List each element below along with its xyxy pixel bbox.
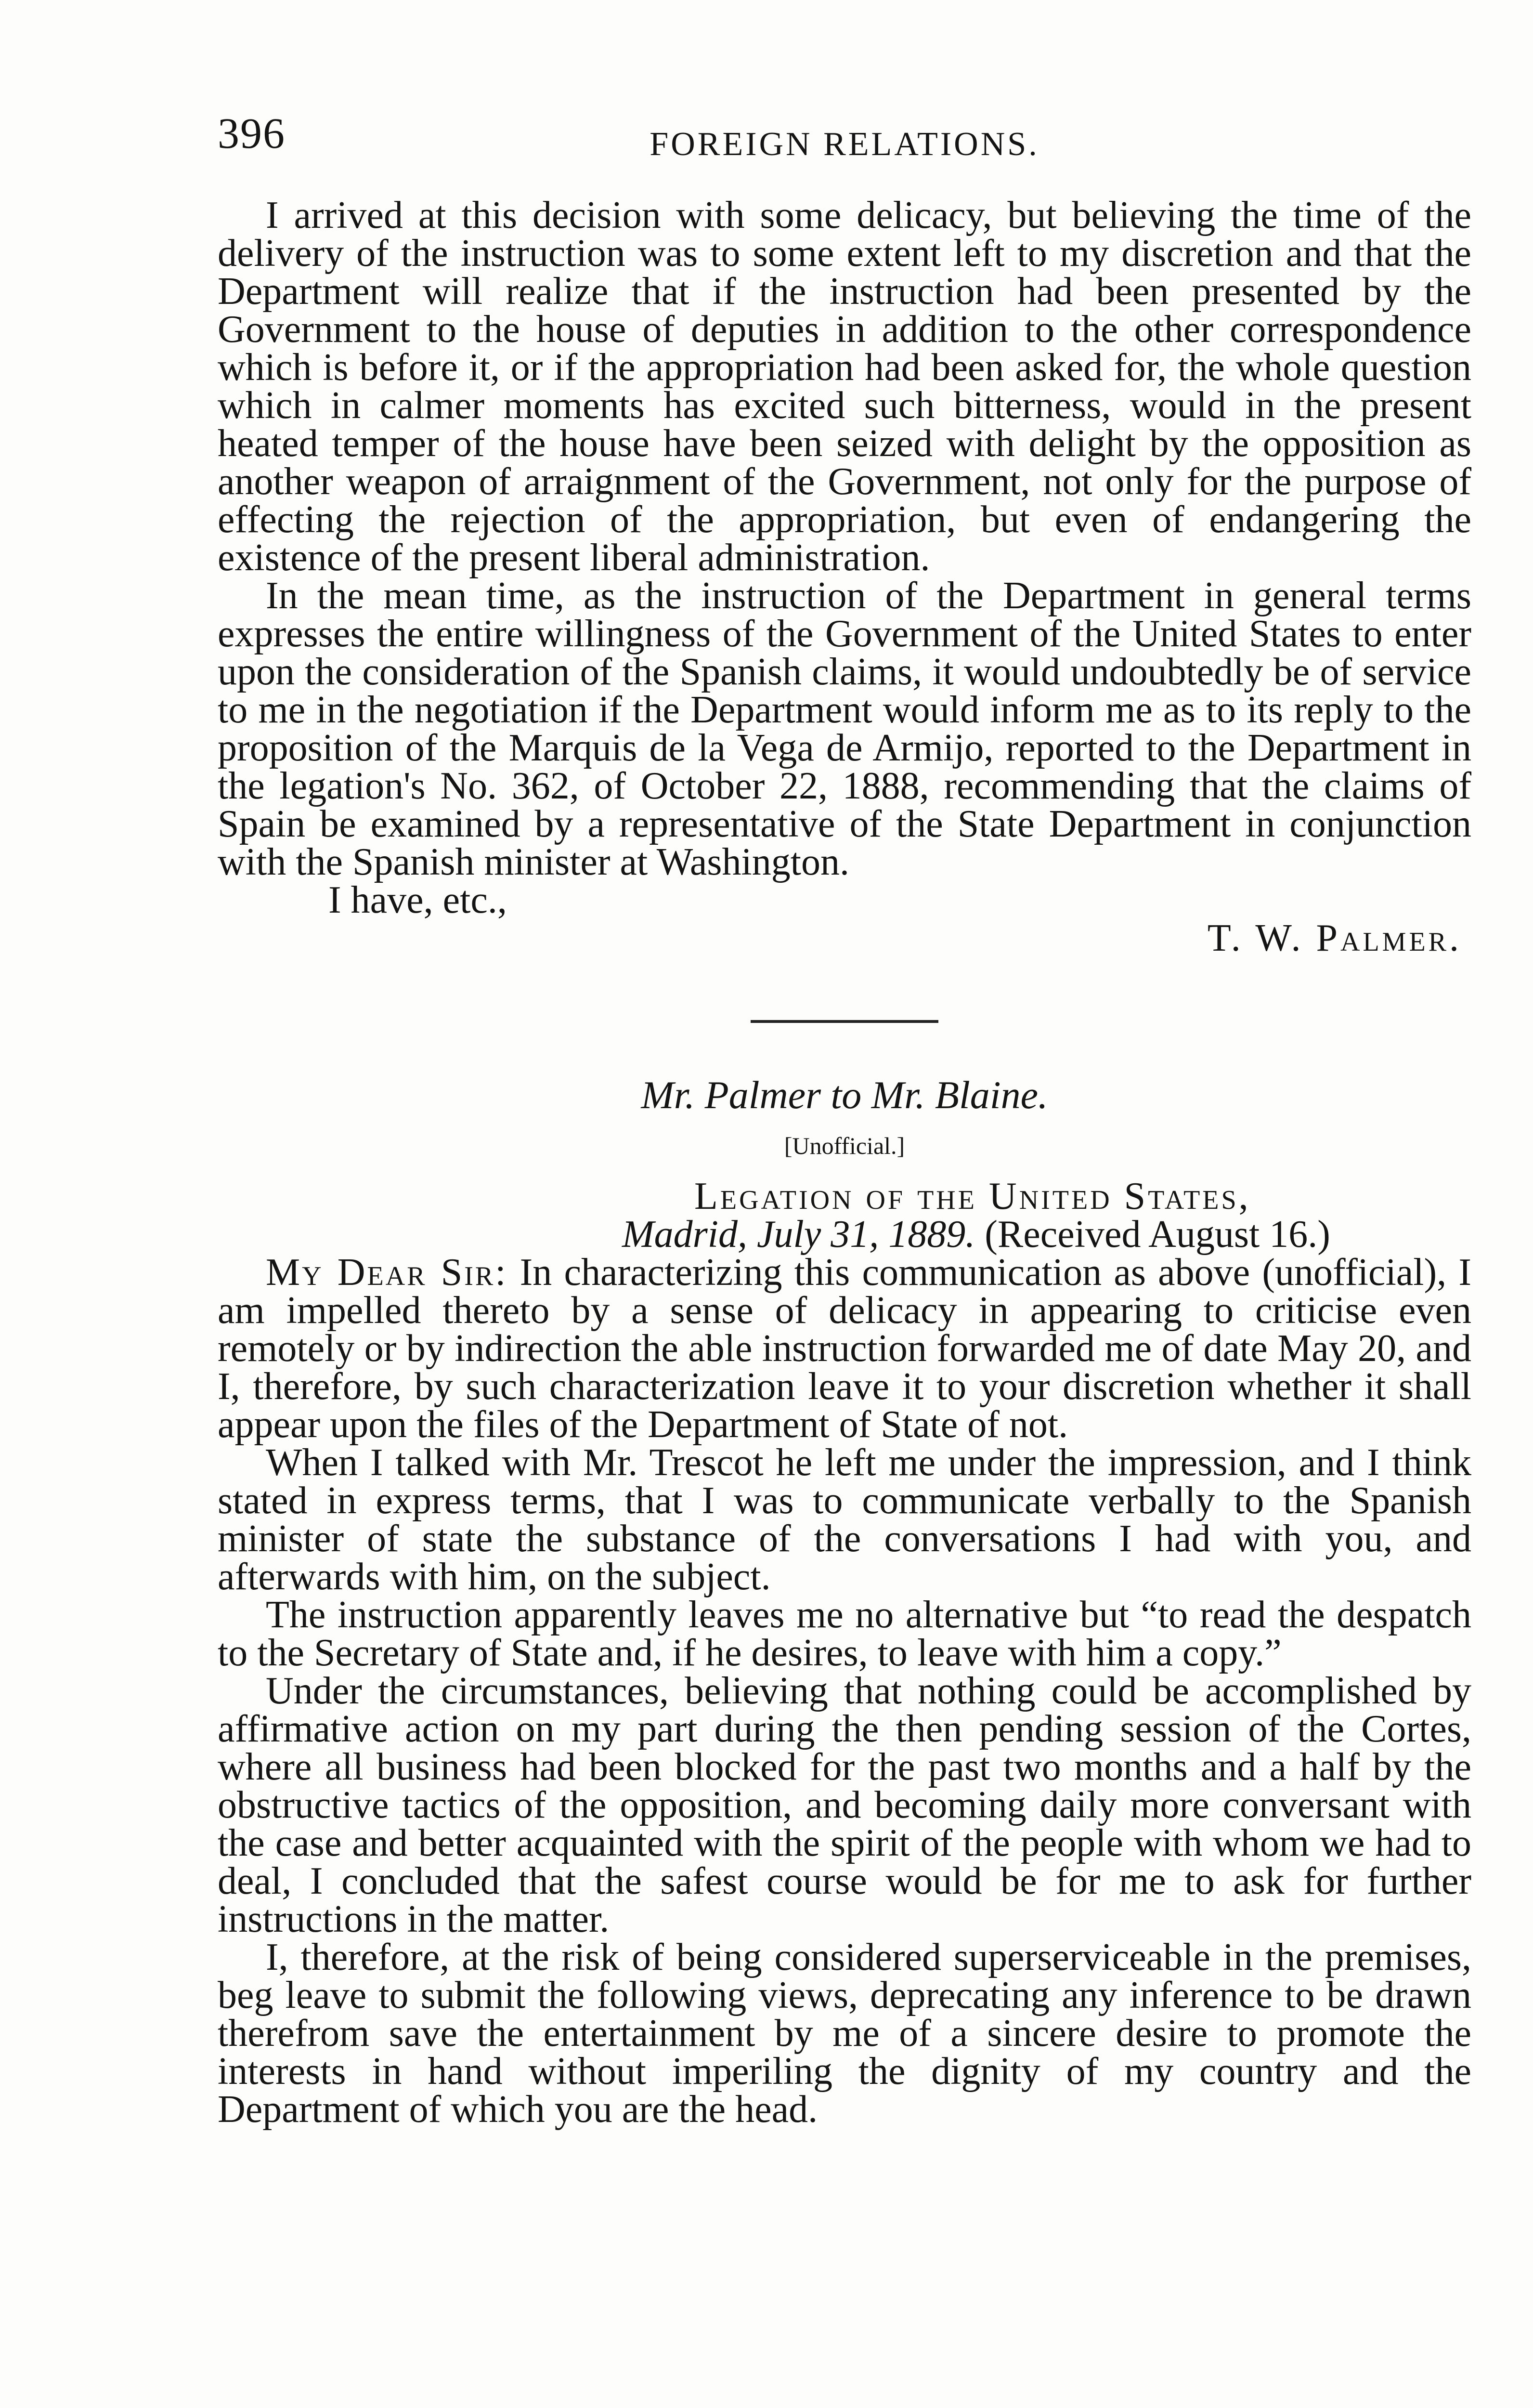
closing: I have, etc., — [328, 879, 507, 921]
page-number: 396 — [218, 110, 286, 157]
paragraph-text: In characterizing this communication as above (unofficial), I am impelled thereto by a sense of delicacy in appearing to criticise even remotely or by indirection the able instruction forwarded me of date May 20, and I, therefore, by such characterization leave it to your discretion whether it shall appear upon the files of the Department of State of not. — [218, 1251, 1472, 1446]
paragraph: The instruction apparently leaves me no alternative but “to read the despatch to the Secretary of State and, if he desires, to leave with him a copy.” — [218, 1594, 1471, 1674]
paragraph: When I talked with Mr. Trescot he left me under the impression, and I think stated in express terms, that I was to communicate verbally to the Spanish minister of state the substance of the conversations I had with you, and afterwards with him, on the subject. — [218, 1441, 1471, 1598]
date-place: Madrid, July 31, 1889. — [622, 1213, 975, 1256]
salutation: My Dear Sir: — [266, 1251, 508, 1294]
paragraph: I, therefore, at the risk of being considered superserviceable in the premises, beg leave to submit the following views, deprecating any inference to be drawn therefrom save the entertainment by me of a sincere desire to promote the interests in hand without imperiling the dignity of my country and the Department of which you are the head. — [218, 1936, 1471, 2131]
paragraph: Under the circumstances, believing that nothing could be accomplished by affirmative action on my part during the then pending session of the Cortes, where all business had been blocked for the past two months and a half by the obstructive tactics of the opposition, and becoming daily more conversant with the case and better acquainted with the spirit of the people with whom we had to deal, I concluded that the safest course would be for me to ask for further instructions in the matter. — [218, 1670, 1471, 1940]
section-divider — [751, 1020, 938, 1023]
received-note: (Received August 16.) — [985, 1213, 1330, 1256]
signature: T. W. Palmer. — [1207, 917, 1462, 959]
paragraph: I arrived at this decision with some delicacy, but believing the time of the delivery of the instruction was to some extent left to my discretion and that the Department will realize that if the instruction had been presented by the Government to the house of deputies in addition to the other correspondence which is before it, or if the appropriation had been asked for, the whole question which in calmer moments has excited such bitterness, would in the present heated temper of the house have been seized with delight by the opposition as another weapon of arraignment of the Government, not only for the purpose of effecting the rejection of the appropriation, but even of endangering the existence of the present liberal administration. — [218, 194, 1471, 579]
legation-heading: Legation of the United States, — [694, 1175, 1251, 1217]
paragraph: In the mean time, as the instruction of the Department in general terms expresses the entire willingness of the Government of the United States to enter upon the consideration of the Spanish claims, it would undoubtedly be of service to me in the negotiation if the Department would inform me as to its reply to the proposition of the Marquis de la Vega de Armijo, reported to the Department in the legation's No. 362, of October 22, 1888, recommending that the claims of Spain be examined by a representative of the State Department in conjunction with the Spanish minister at Washington. — [218, 575, 1471, 883]
paragraph — [218, 1251, 1472, 1446]
unofficial-note: [Unofficial.] — [784, 1132, 905, 1159]
text-block — [218, 110, 1472, 2131]
letter-title: Mr. Palmer to Mr. Blaine. — [641, 1073, 1048, 1117]
running-head: FOREIGN RELATIONS. — [650, 126, 1039, 163]
dateline — [218, 1213, 1471, 1256]
page-header — [218, 110, 1471, 168]
